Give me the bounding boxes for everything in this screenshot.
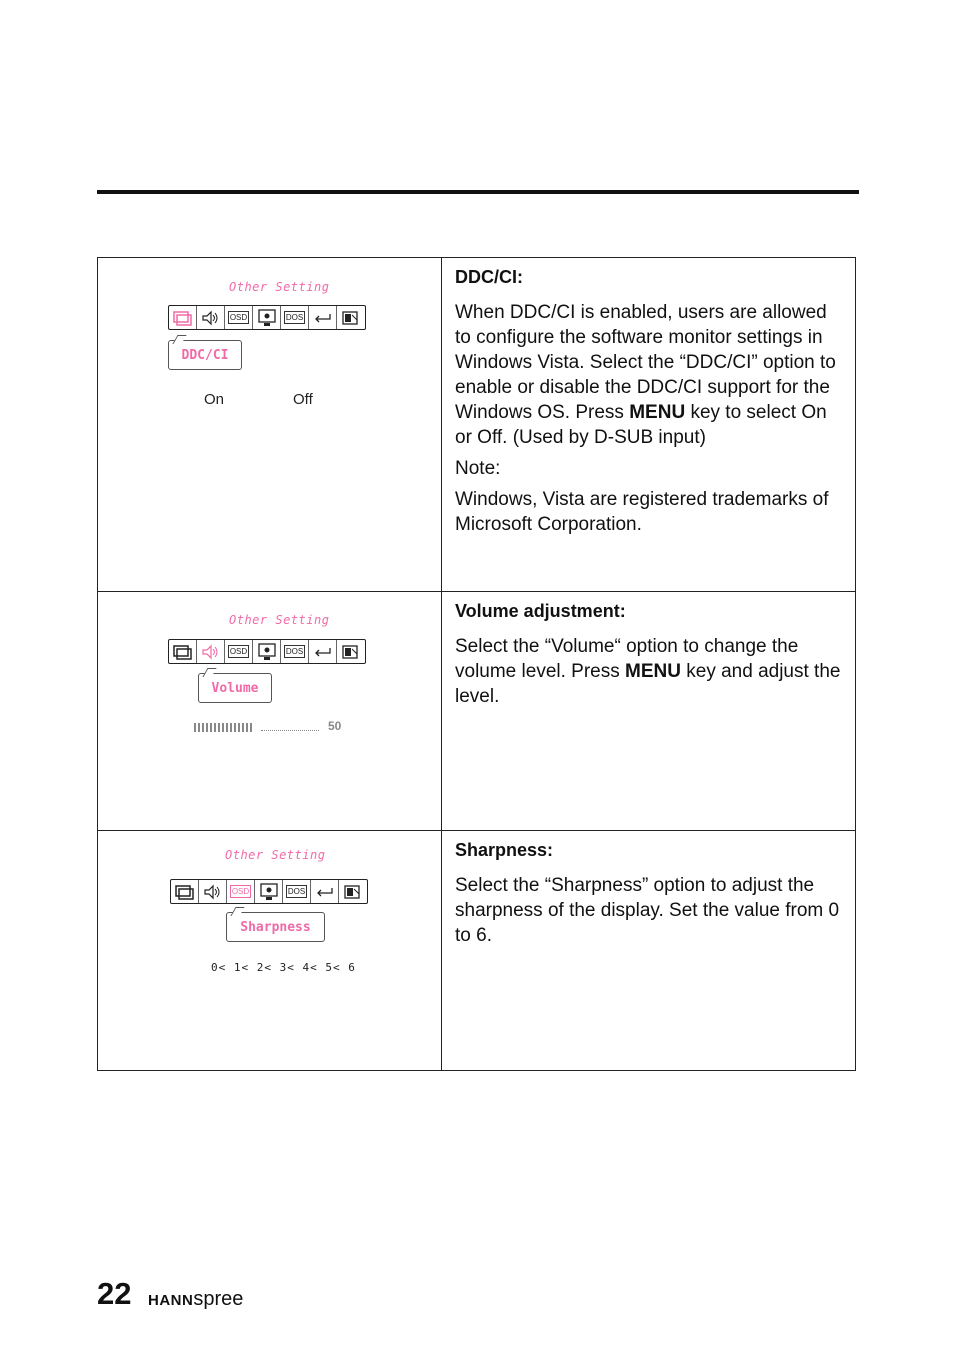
volume-tick: [202, 723, 204, 732]
volume-tick: [218, 723, 220, 732]
top-rule: [97, 190, 859, 194]
osd-label-sharpness: Sharpness: [226, 912, 325, 942]
osd-title: Other Setting: [225, 848, 326, 862]
osd-label-volume: Volume: [198, 673, 272, 703]
osd-preview-volume: [98, 592, 442, 831]
volume-value: 50: [328, 719, 342, 733]
osd-icon-bar: [168, 305, 366, 330]
dos-icon: DOS: [281, 306, 309, 329]
sharpness-scale: 0< 1< 2< 3< 4< 5< 6: [211, 961, 356, 974]
settings-table: [97, 257, 856, 1071]
volume-tick: [226, 723, 228, 732]
osd-label-ddcci: DDC/CI: [168, 340, 242, 370]
exit-icon: [339, 880, 367, 903]
menu-key-label: MENU: [629, 402, 686, 423]
volume-tick: [234, 723, 236, 732]
osd-preview-sharpness: [98, 831, 442, 1071]
table-row-ddcci: [98, 258, 856, 592]
osd-icon: OSD: [227, 880, 255, 903]
brand-logo: HANNspree: [148, 1288, 244, 1310]
osd-icon-bar: [170, 879, 368, 904]
speaker-icon: [199, 880, 227, 903]
speaker-icon: [197, 306, 225, 329]
speaker-icon: [197, 640, 225, 663]
info-monitor-icon: [253, 640, 281, 663]
volume-tick: [246, 723, 248, 732]
menu-key-label: MENU: [625, 661, 681, 682]
volume-tick: [206, 723, 208, 732]
volume-tick: [238, 723, 240, 732]
osd-preview-ddcci: [98, 258, 442, 592]
description-sharpness: [442, 831, 856, 1071]
return-icon: [311, 880, 339, 903]
dos-icon: DOS: [281, 640, 309, 663]
note-label: Note:: [455, 458, 501, 479]
description-ddcci: [442, 258, 856, 592]
osd-title: Other Setting: [229, 280, 330, 294]
exit-icon: [337, 306, 365, 329]
volume-tick: [230, 723, 232, 732]
volume-tick: [242, 723, 244, 732]
page-number: 22: [97, 1276, 132, 1311]
volume-tick: [214, 723, 216, 732]
monitor-icon: [169, 306, 197, 329]
volume-tick: [250, 723, 252, 732]
option-on: On: [204, 391, 225, 408]
return-icon: [309, 640, 337, 663]
osd-icon: OSD: [225, 640, 253, 663]
exit-icon: [337, 640, 365, 663]
note-text: Windows, Vista are registered trademarks of Microsoft Corporation.: [455, 489, 829, 535]
option-off: Off: [293, 391, 313, 408]
volume-tick: [194, 723, 196, 732]
info-monitor-icon: [253, 306, 281, 329]
heading-ddcci: DDC/CI:: [455, 267, 523, 287]
body-ddcci: When DDC/CI is enabled, users are allowed to configure the software monitor settings in Windows Vista. Select the “DDC/CI” option to enable or disable the DDC/CI support for the Windows OS. Press MENU key to select On or Off. (Used by D-SUB input): [455, 302, 836, 448]
heading-sharpness: Sharpness:: [455, 840, 554, 860]
dos-icon: DOS: [283, 880, 311, 903]
description-volume: [442, 592, 856, 831]
body-sharpness: Select the “Sharpness” option to adjust the sharpness of the display. Set the value from 0 to 6.: [455, 875, 840, 946]
table-row-volume: [98, 592, 856, 831]
volume-level-bar: [194, 722, 254, 732]
table-row-sharpness: [98, 831, 856, 1071]
monitor-icon: [171, 880, 199, 903]
volume-remaining: [261, 728, 319, 731]
monitor-icon: [169, 640, 197, 663]
volume-tick: [198, 723, 200, 732]
osd-icon-bar: [168, 639, 366, 664]
osd-title: Other Setting: [229, 613, 330, 627]
volume-tick: [210, 723, 212, 732]
heading-volume: Volume adjustment:: [455, 601, 626, 621]
info-monitor-icon: [255, 880, 283, 903]
body-volume: Select the “Volume“ option to change the volume level. Press MENU key and adjust the level.: [455, 636, 841, 707]
return-icon: [309, 306, 337, 329]
osd-icon: OSD: [225, 306, 253, 329]
volume-tick: [222, 723, 224, 732]
